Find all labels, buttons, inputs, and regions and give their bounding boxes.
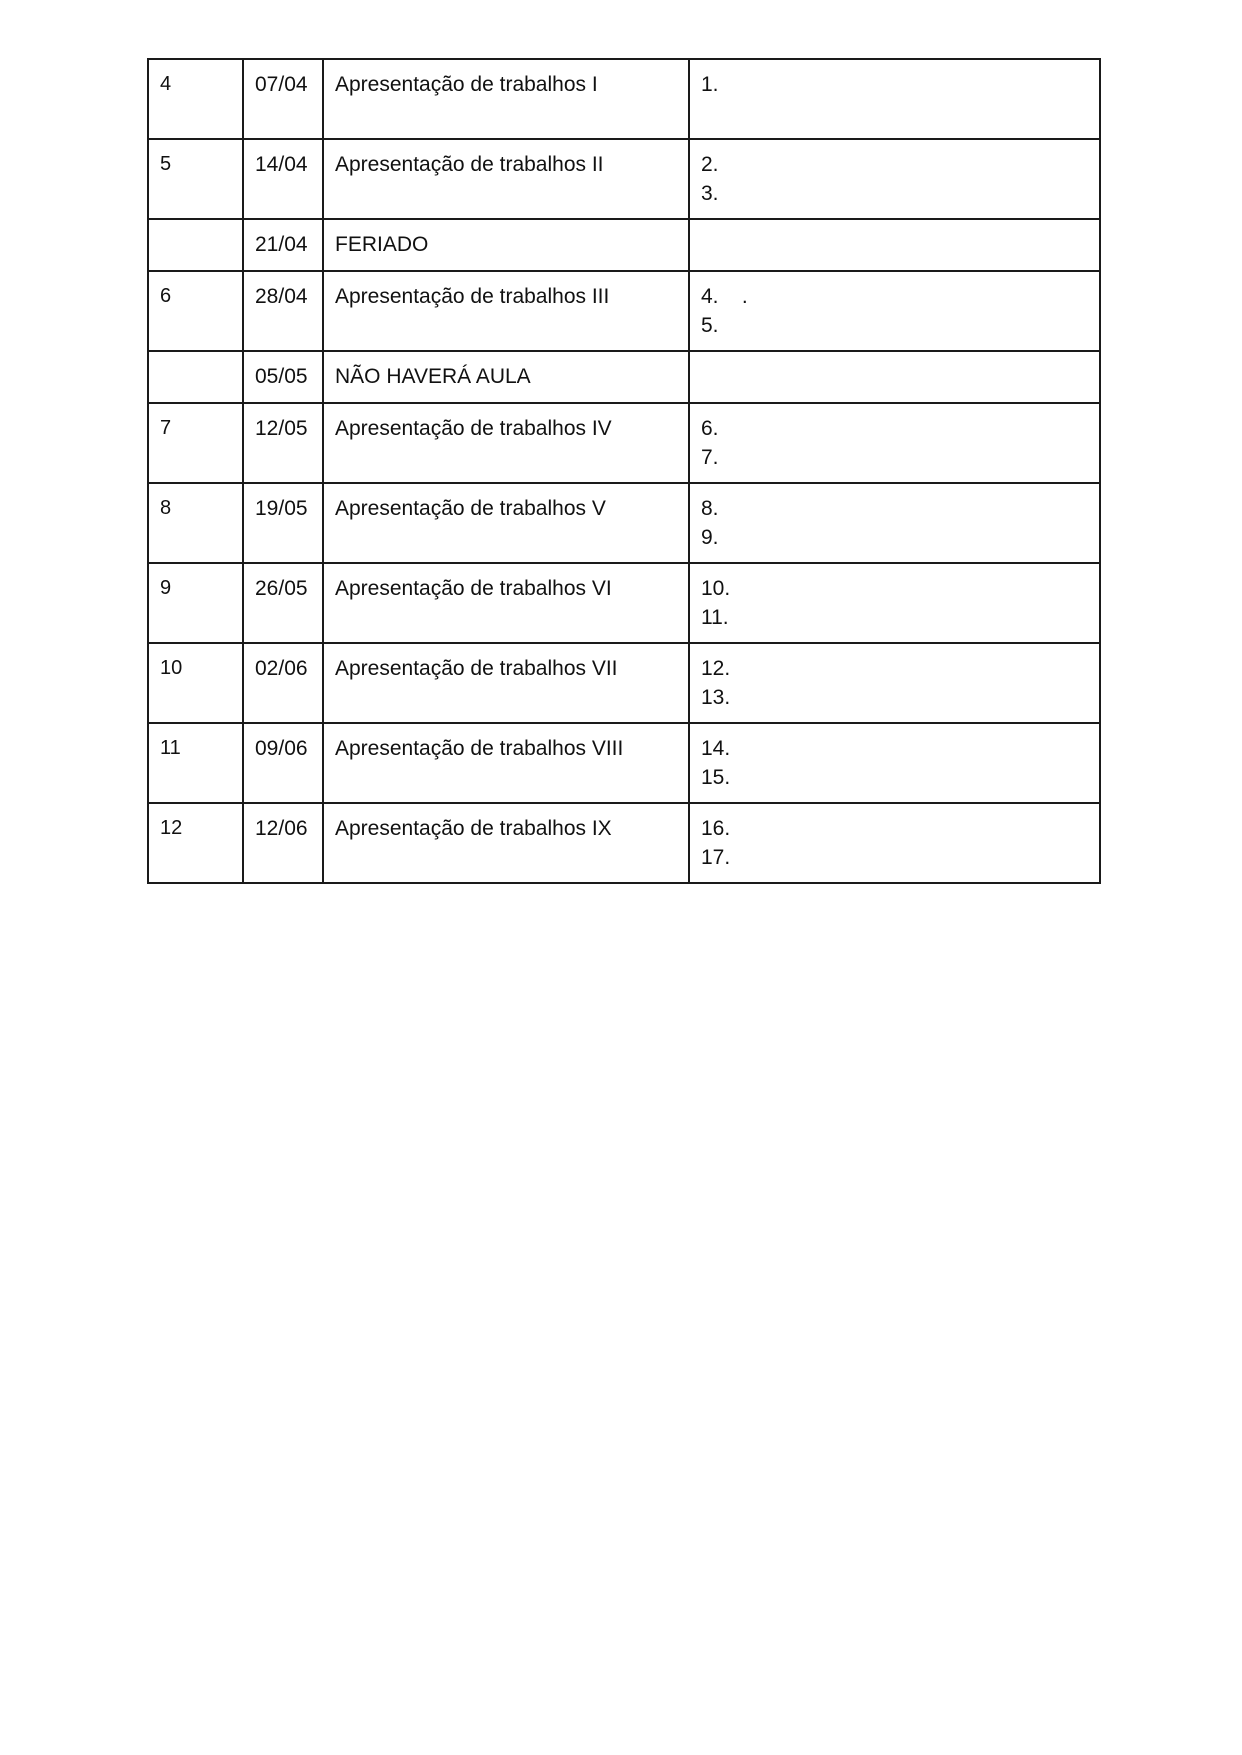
table-row <box>148 483 1100 563</box>
class-number-cell: 8 <box>148 483 243 563</box>
class-number-cell: 6 <box>148 271 243 351</box>
activity-cell: NÃO HAVERÁ AULA <box>323 351 689 403</box>
list-item: 10. <box>701 577 731 600</box>
table-row <box>148 723 1100 803</box>
presentation-list-cell <box>689 563 1100 643</box>
date-cell: 05/05 <box>243 351 323 403</box>
class-number-cell: 11 <box>148 723 243 803</box>
presentation-list-cell <box>689 803 1100 883</box>
date-cell: 26/05 <box>243 563 323 643</box>
list-item: 3. <box>701 182 719 205</box>
presentation-list-cell <box>689 219 1100 271</box>
class-number-cell: 12 <box>148 803 243 883</box>
list-item: 17. <box>701 846 731 869</box>
class-number-cell: 5 <box>148 139 243 219</box>
presentation-list-cell <box>689 351 1100 403</box>
date-cell: 07/04 <box>243 59 323 139</box>
activity-cell: Apresentação de trabalhos VI <box>323 563 689 643</box>
table-row <box>148 271 1100 351</box>
class-number-cell: 10 <box>148 643 243 723</box>
list-item: 1. <box>701 73 719 96</box>
presentation-list-cell <box>689 643 1100 723</box>
activity-cell: Apresentação de trabalhos I <box>323 59 689 139</box>
list-item: 7. <box>701 446 719 469</box>
activity-cell: Apresentação de trabalhos III <box>323 271 689 351</box>
presentation-list-cell <box>689 403 1100 483</box>
list-item: 6. <box>701 417 719 440</box>
date-cell: 14/04 <box>243 139 323 219</box>
table-row <box>148 351 1100 403</box>
presentation-list-cell <box>689 271 1100 351</box>
date-cell: 28/04 <box>243 271 323 351</box>
table-row <box>148 643 1100 723</box>
activity-cell: Apresentação de trabalhos IX <box>323 803 689 883</box>
table-row <box>148 219 1100 271</box>
presentation-list-cell <box>689 59 1100 139</box>
list-item: 12. <box>701 657 731 680</box>
list-item: 14. <box>701 737 731 760</box>
list-item: 8. <box>701 497 719 520</box>
table-row <box>148 139 1100 219</box>
date-cell: 19/05 <box>243 483 323 563</box>
date-cell: 02/06 <box>243 643 323 723</box>
list-item: 9. <box>701 526 719 549</box>
schedule-table <box>147 58 1101 884</box>
class-number-cell: 9 <box>148 563 243 643</box>
date-cell: 21/04 <box>243 219 323 271</box>
activity-cell: Apresentação de trabalhos VIII <box>323 723 689 803</box>
class-number-cell: 7 <box>148 403 243 483</box>
date-cell: 09/06 <box>243 723 323 803</box>
list-item: 4. . <box>701 285 748 308</box>
presentation-list-cell <box>689 723 1100 803</box>
date-cell: 12/06 <box>243 803 323 883</box>
activity-cell: Apresentação de trabalhos V <box>323 483 689 563</box>
table-row <box>148 59 1100 139</box>
presentation-list-cell <box>689 483 1100 563</box>
presentation-list-cell <box>689 139 1100 219</box>
table-row <box>148 403 1100 483</box>
class-number-cell <box>148 351 243 403</box>
class-number-cell: 4 <box>148 59 243 139</box>
list-item: 11. <box>701 606 729 629</box>
class-number-cell <box>148 219 243 271</box>
activity-cell: Apresentação de trabalhos IV <box>323 403 689 483</box>
activity-cell: Apresentação de trabalhos II <box>323 139 689 219</box>
table-row <box>148 803 1100 883</box>
date-cell: 12/05 <box>243 403 323 483</box>
table-row <box>148 563 1100 643</box>
list-item: 16. <box>701 817 731 840</box>
list-item: 2. <box>701 153 719 176</box>
activity-cell: FERIADO <box>323 219 689 271</box>
list-item: 15. <box>701 766 731 789</box>
list-item: 5. <box>701 314 719 337</box>
activity-cell: Apresentação de trabalhos VII <box>323 643 689 723</box>
list-item: 13. <box>701 686 731 709</box>
